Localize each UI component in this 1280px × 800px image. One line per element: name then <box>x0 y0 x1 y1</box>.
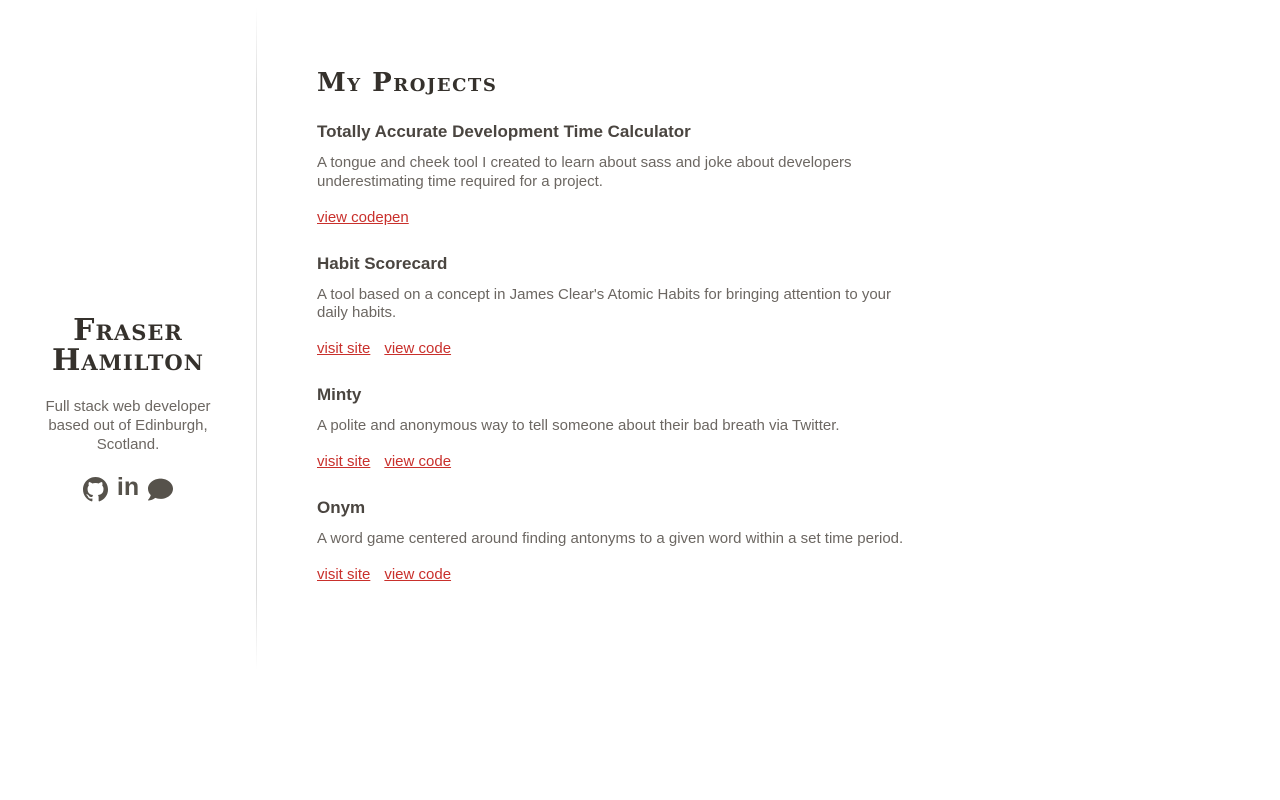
linkedin-icon: in <box>116 472 140 501</box>
social-links <box>83 472 173 502</box>
project-description: A tongue and cheek tool I created to learn about sass and joke about developers underestimating time required for a project. <box>317 154 852 190</box>
project-links <box>317 453 918 470</box>
project-links <box>317 209 918 226</box>
project-link[interactable]: visit site <box>317 340 371 357</box>
owner-tagline: Full stack web developer based out of Edinburgh, Scotland. <box>45 398 211 453</box>
github-icon <box>83 477 108 502</box>
project-link[interactable]: view codepen <box>317 208 409 226</box>
project-link[interactable]: visit site <box>317 565 371 583</box>
project-item <box>317 254 918 358</box>
project-item <box>317 122 918 226</box>
linkedin-link[interactable] <box>116 472 140 502</box>
project-item <box>317 498 918 583</box>
projects-section <box>317 0 918 611</box>
projects-list <box>317 122 918 583</box>
project-description: A polite and anonymous way to tell someone about their bad breath via Twitter. <box>317 417 840 434</box>
project-links <box>317 340 918 357</box>
sidebar-divider <box>256 8 257 670</box>
project-item <box>317 385 918 470</box>
project-link[interactable]: view code <box>384 340 452 357</box>
project-title: Onym <box>317 497 366 517</box>
project-title: Habit Scorecard <box>317 253 448 273</box>
github-link[interactable] <box>83 477 108 502</box>
project-description: A tool based on a concept in James Clear's Atomic Habits for bringing attention to your daily habits. <box>317 285 892 322</box>
project-title: Totally Accurate Development Time Calculator <box>317 122 691 141</box>
project-link[interactable]: view code <box>384 565 452 583</box>
site-owner-name: Fraser Hamilton <box>52 313 204 379</box>
sidebar <box>0 0 256 800</box>
project-link[interactable]: view code <box>384 452 452 470</box>
contact-chat-link[interactable] <box>148 477 173 502</box>
page-title: My Projects <box>317 68 498 98</box>
project-links <box>317 566 918 583</box>
chat-bubble-icon <box>148 477 173 502</box>
project-title: Minty <box>317 385 362 404</box>
project-link[interactable]: visit site <box>317 452 371 470</box>
project-description: A word game centered around finding antonyms to a given word within a set time period. <box>317 529 904 547</box>
